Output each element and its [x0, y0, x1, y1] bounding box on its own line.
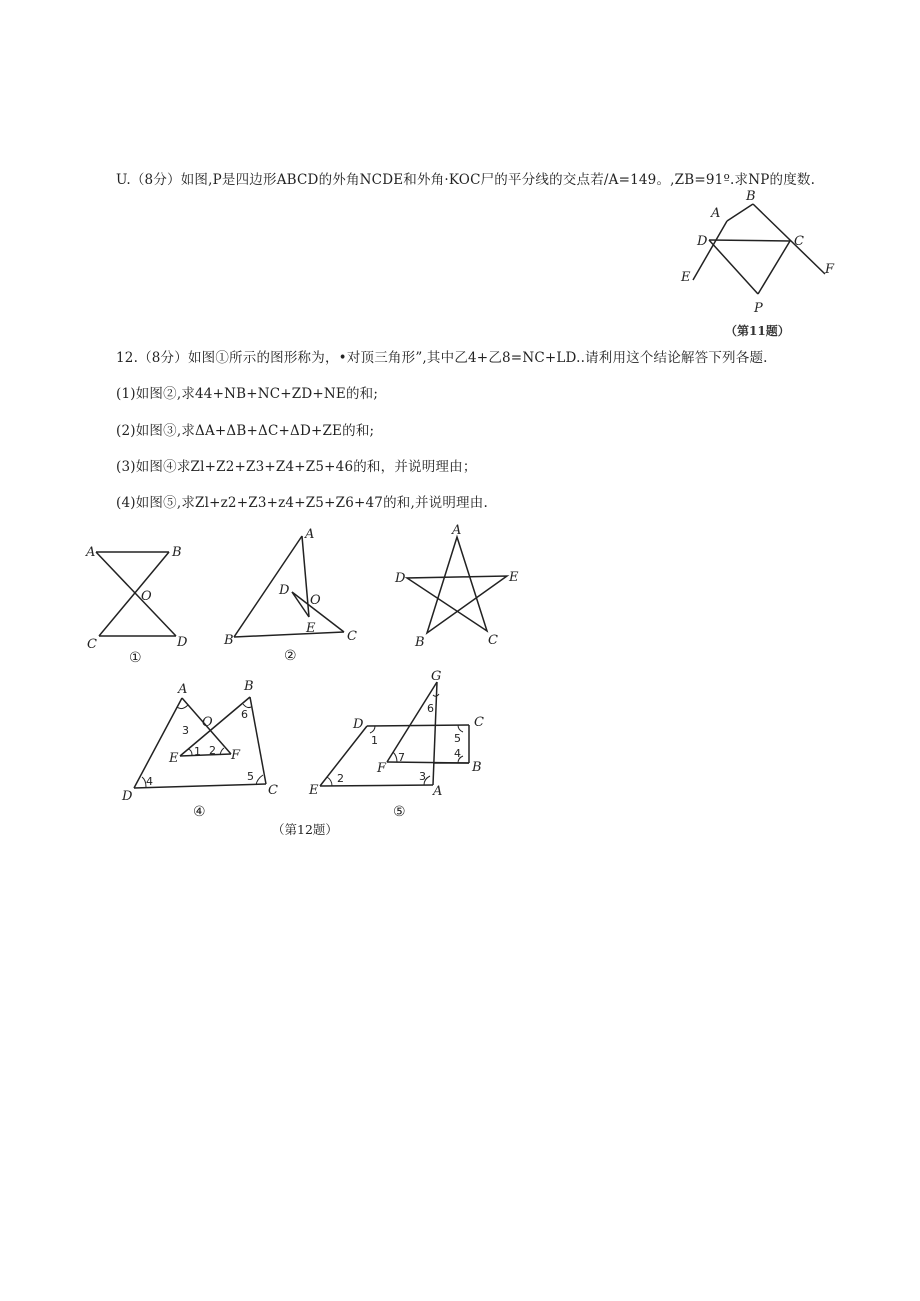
fig1-label-a: A: [86, 545, 96, 560]
fig3-label-c: C: [488, 633, 498, 648]
fig4-number-3: 3: [182, 724, 189, 737]
fig2-label-e: E: [306, 621, 316, 636]
question-2: (2)如图③,求ΔA+ΔB+ΔC+ΔD+ZE的和;: [116, 423, 375, 439]
fig1-label-d: D: [177, 635, 188, 650]
figure-12-caption: （第12题）: [272, 822, 338, 837]
fig5-label-a: A: [433, 784, 443, 799]
fig1-label-c: C: [87, 637, 97, 652]
fig1-number: ①: [129, 650, 142, 666]
fig5-number-6: 6: [427, 702, 434, 715]
fig4-label-c: C: [268, 783, 278, 798]
fig4-number-6: 6: [241, 708, 248, 721]
fig4-label-b: B: [244, 679, 254, 694]
fig5-label-g: G: [431, 669, 442, 684]
fig4-number-4: 4: [146, 775, 153, 788]
fig4-label-e: E: [169, 751, 179, 766]
fig5-number-4: 4: [454, 747, 461, 760]
fig5-number-5: 5: [454, 732, 461, 745]
fig5-number-2: 2: [337, 772, 344, 785]
fig2-label-d: D: [279, 583, 290, 598]
fig11-label-e: E: [681, 270, 691, 285]
fig4-number-5: 5: [247, 770, 254, 783]
fig2-number: ②: [284, 648, 297, 664]
fig3-label-a: A: [452, 523, 462, 538]
fig11-label-c: C: [794, 234, 804, 249]
fig5-label-b: B: [472, 760, 482, 775]
fig3-label-b: B: [415, 635, 425, 650]
fig5-label-c: C: [474, 715, 484, 730]
fig3-label-e: E: [509, 570, 519, 585]
fig5-number: ⑤: [393, 804, 406, 820]
fig5-number-7: 7: [398, 751, 405, 764]
figure-12-5: [305, 668, 505, 823]
problem-11-text: U.（8分）如图,P是四边形ABCD的外角NCDE和外角·KOC尸的平分线的交点若/A=149。,ZB=91º.求NP的度数.: [116, 172, 816, 188]
fig1-label-o: O: [141, 589, 152, 604]
figure-12-3: [390, 520, 525, 650]
fig2-label-c: C: [347, 629, 357, 644]
fig4-number-1: 1: [194, 745, 201, 758]
fig5-number-3: 3: [419, 770, 426, 783]
fig4-number: ④: [193, 804, 206, 820]
fig2-label-a: A: [305, 527, 315, 542]
fig3-label-d: D: [395, 571, 406, 586]
fig1-label-b: B: [172, 545, 182, 560]
fig5-label-e: E: [309, 783, 319, 798]
fig2-label-o: O: [310, 593, 321, 608]
fig11-label-f: F: [825, 262, 835, 277]
fig4-label-a: A: [178, 682, 188, 697]
figure-12-1: [84, 538, 194, 666]
fig11-label-a: A: [711, 206, 721, 221]
fig11-label-d: D: [697, 234, 708, 249]
figure-11: [675, 188, 845, 338]
fig11-caption: （第11题）: [725, 324, 790, 338]
question-3: (3)如图④求Zl+Z2+Z3+Z4+Z5+46的和，并说明理由；: [116, 459, 477, 475]
fig5-number-1: 1: [371, 734, 378, 747]
fig5-label-f: F: [377, 761, 387, 776]
fig4-number-2: 2: [209, 744, 216, 757]
figure-12-2: [222, 524, 362, 664]
fig5-label-d: D: [353, 717, 364, 732]
fig4-label-f: F: [231, 748, 241, 763]
fig11-label-p: P: [754, 301, 763, 316]
fig4-label-d: D: [122, 789, 133, 804]
fig4-label-o: O: [202, 715, 213, 730]
fig11-label-b: B: [746, 189, 756, 204]
figure-12-4: [116, 676, 286, 821]
problem-12-text: 12.（8分）如图①所示的图形称为，•对顶三角形”,其中乙4+乙8=NC+LD..请利用这个结论解答下列各题.: [116, 350, 768, 366]
fig2-label-b: B: [224, 633, 234, 648]
question-4: (4)如图⑤,求Zl+z2+Z3+z4+Z5+Z6+47的和,并说明理由.: [116, 495, 488, 511]
question-1: (1)如图②,求44+NB+NC+ZD+NE的和;: [116, 386, 379, 402]
